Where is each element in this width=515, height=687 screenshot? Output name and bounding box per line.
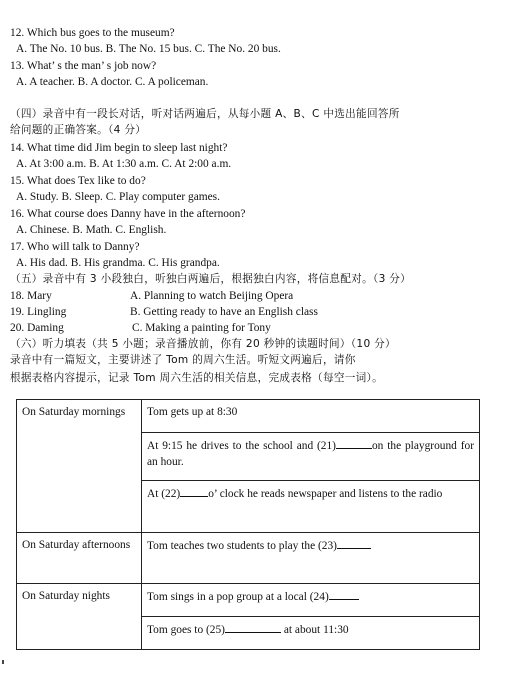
mornings-label: On Saturday mornings (17, 400, 142, 533)
blank-24[interactable] (329, 588, 359, 600)
morning-row-2 (142, 433, 480, 481)
section-6-instruction-line-1: （六）听力填表（共 5 小题；录音播放前，你有 20 秒钟的读题时间）（10 分） (10, 338, 396, 350)
question-12-stem: 12. Which bus goes to the museum? (10, 27, 175, 39)
morning-row-3-text-b: o’ clock he reads newspaper and listens to the radio (208, 488, 443, 500)
section-5-instruction: （五）录音中有 3 小段独白，听独白两遍后，根据独白内容，将信息配对。（3 分） (10, 273, 412, 285)
blank-21[interactable] (336, 437, 372, 449)
night-row-2-text-a: Tom goes to (25) (147, 624, 225, 636)
afternoon-row-1-text: Tom teaches two students to play the (23) (147, 540, 337, 552)
question-15-options: A. Study. B. Sleep. C. Play computer games. (16, 191, 220, 203)
blank-23[interactable] (337, 537, 371, 549)
nights-label: On Saturday nights (17, 584, 142, 650)
match-row-18 (10, 289, 294, 303)
section-4-instruction-line-1: （四）录音中有一段长对话，听对话两遍后，从每小题 A、B、C 中选出能回答所 (10, 108, 400, 120)
match-row-20 (10, 321, 271, 335)
night-row-1-text: Tom sings in a pop group at a local (24) (147, 591, 329, 603)
match-name-20: 20. Daming (10, 322, 64, 334)
match-option-b: B. Getting ready to have an English class (130, 306, 318, 318)
question-16-options: A. Chinese. B. Math. C. English. (16, 224, 167, 236)
match-row-19 (10, 305, 318, 319)
match-name-18: 18. Mary (10, 290, 52, 302)
section-6-instruction-line-2: 录音中有一篇短文，主要讲述了 Tom 的周六生活。听短文两遍后，请你 (10, 354, 356, 366)
saturday-life-table (16, 399, 480, 650)
morning-row-3-text-a: At (22) (147, 488, 181, 500)
margin-mark (2, 660, 4, 664)
night-row-2 (142, 617, 480, 650)
section-6-instruction-line-3: 根据表格内容提示，记录 Tom 周六生活的相关信息，完成表格（每空一词）。 (10, 372, 384, 384)
question-13-stem: 13. What’ s the man’ s job now? (10, 60, 157, 72)
section-4-instruction-line-2: 给问题的正确答案。（4 分） (10, 124, 147, 136)
afternoon-row-1 (142, 533, 480, 584)
match-option-a: A. Planning to watch Beijing Opera (130, 290, 294, 302)
question-12-options: A. The No. 10 bus. B. The No. 15 bus. C. The No. 20 bus. (16, 43, 281, 55)
question-14-options: A. At 3:00 a.m. B. At 1:30 a.m. C. At 2:00 a.m. (16, 158, 232, 170)
morning-row-3 (142, 481, 480, 533)
match-option-c: C. Making a painting for Tony (132, 322, 271, 334)
afternoons-label: On Saturday afternoons (17, 533, 142, 584)
morning-row-2-text-b: on the playground for an hour. (147, 440, 475, 468)
night-row-1 (142, 584, 480, 617)
match-name-19: 19. Lingling (10, 306, 67, 318)
question-16-stem: 16. What course does Danny have in the afternoon? (10, 208, 246, 220)
question-15-stem: 15. What does Tex like to do? (10, 175, 146, 187)
question-14-stem: 14. What time did Jim begin to sleep last night? (10, 142, 228, 154)
question-17-options: A. His dad. B. His grandma. C. His grandpa. (16, 257, 220, 269)
blank-25[interactable] (225, 621, 281, 633)
blank-22[interactable] (180, 485, 208, 497)
morning-row-1: Tom gets up at 8:30 (142, 400, 480, 433)
question-17-stem: 17. Who will talk to Danny? (10, 241, 140, 253)
night-row-2-text-b: at about 11:30 (283, 624, 349, 636)
morning-row-2-text-a: At 9:15 he drives to the school and (21) (147, 440, 336, 452)
question-13-options: A. A teacher. B. A doctor. C. A policeman. (16, 76, 209, 88)
